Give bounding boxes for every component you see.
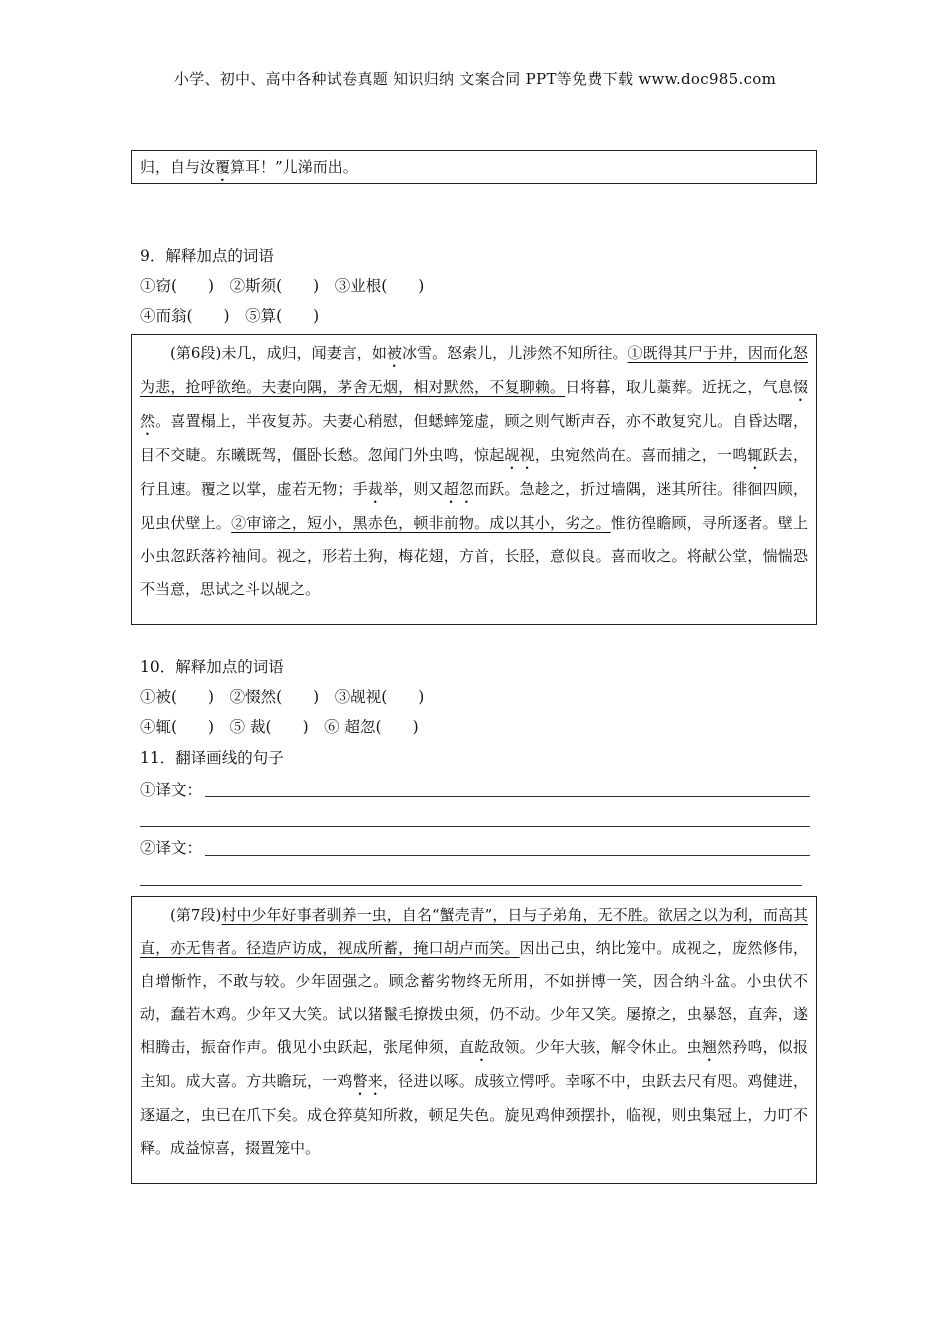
question-9-line1: ①窃( ) ②斯须( ) ③业根( ) [140,277,425,295]
text: 。喜置榻上，半夜复苏。夫妻心稍慰，但蟋蟀笼虚，顾之则气断声吞，亦不敢复究儿。自昏达曙，目不交睫。东曦既驾，僵卧长愁。忽闻门外虫鸣，惊起 [140,412,808,464]
translation-label-2: ②译文： [140,839,203,857]
text: 日将暮，取儿藁葬。近抚之，气息 [565,378,793,396]
dotted-word: 裁 [367,480,383,498]
page-header: 小学、初中、高中各种试卷真题 知识归纳 文案合同 PPT等免费下载 www.doc985.com [173,70,777,88]
paragraph-7 [132,897,816,1169]
text: 冰雪。怒索儿，儿涉然不知所往。 [401,344,628,362]
text: (第6段)未几，成归，闻妻言，如 [170,344,387,362]
question-10-title: 10．解释加点的词语 [140,658,284,676]
paragraph-6 [132,335,816,610]
question-9-title: 9．解释加点的词语 [140,247,274,265]
text: (第7段) [170,906,222,924]
dotted-word: 辄 [747,446,763,464]
text: ，虫宛然尚在。喜而捕之，一鸣 [534,446,748,464]
answer-line-2b[interactable] [140,885,802,886]
text: 而跃。急趁之，折过墙隅，迷其所往。徘徊四顾，见虫伏壁上。 [140,480,808,532]
question-11-title: 11．翻译画线的句子 [140,749,284,767]
dotted-word: 被 [386,344,402,362]
underlined-sentence-2: ②审谛之，短小，黑赤色，顿非前物。成以其小，劣之。 [231,514,611,532]
answer-line-2a[interactable] [205,855,810,856]
question-10-line2: ④辄( ) ⑤ 裁( ) ⑥ 超忽( ) [140,718,419,736]
text: ，径进以啄。成骇立愕呼。幸啄不中，虫跃去尺有咫。鸡健进，逐逼之，虫已在爪下矣。成仓猝莫知所救，顿足失色。旋见鸡伸颈摆扑，临视，则虫集冠上，力叮不释。成益惊喜，掇置笼中。 [140,1072,808,1157]
dotted-word: 覆 [215,158,231,176]
dotted-word: 觇视 [504,446,535,464]
question-10-line1: ①被( ) ②惙然( ) ③觇视( ) [140,688,425,706]
passage-box-paragraph-7 [131,896,817,1184]
text: 跃去，行且速。覆之以掌，虚若无物；手 [140,446,808,498]
underlined-sentence-1: ①既得其尸于井，因而化怒为悲，抢呼欲绝。夫妻向隅，茅舍无烟，相对默然，不复聊赖。 [140,344,808,396]
underlined-sentence: 村中少年好事者驯养一虫，自名“蟹壳青”，日与子弟角，无不胜。欲居之以为利，而高其直，亦无售者。径造庐访成，视成所蓄，掩口胡卢而笑。 [140,906,809,957]
question-9-line2: ④而翁( ) ⑤算( ) [140,307,320,325]
dotted-word: 瞥来 [352,1072,383,1090]
translation-label-1: ①译文： [140,781,203,799]
passage-box-paragraph-6 [131,334,817,625]
text: 因出己虫，纳比笼中。成视之，庞然修伟，自增惭怍，不敢与较。少年固强之。顾念蓄劣物终无所用，不如拼博一笑，因合纳斗盆。小虫伏不动，蠢若木鸡。少年又大笑。试以猪鬣毛撩拨虫须，仍不动。少年又笑。屡撩之，虫暴怒，直奔，遂相腾击，振奋作声。俄见小虫跃起，张尾伸须，直 [140,939,808,1056]
text: 算耳！”儿涕而出。 [230,158,358,176]
dotted-word: 龁 [474,1038,490,1056]
text: 归，自与汝 [140,158,216,176]
dotted-word: 超忽 [443,480,475,498]
text: 然矜鸣，似报主知。成大喜。方共瞻玩，一鸡 [140,1038,808,1090]
text: 举，则又 [382,480,444,498]
passage-box-top [131,150,817,184]
dotted-word: 惙然 [140,378,808,430]
answer-line-1a[interactable] [205,796,810,797]
text: 敌领。少年大骇，解令休止。虫 [489,1038,702,1056]
answer-line-1b[interactable] [140,826,810,827]
text: 惟彷徨瞻顾，寻所逐者。壁上小虫忽跃落衿袖间。视之，形若土狗，梅花翅，方首，长胫，意似良。喜而收之。将献公堂，惴惴恐不当意，思试之斗以觇之。 [140,514,808,598]
dotted-word: 翘 [701,1038,718,1056]
